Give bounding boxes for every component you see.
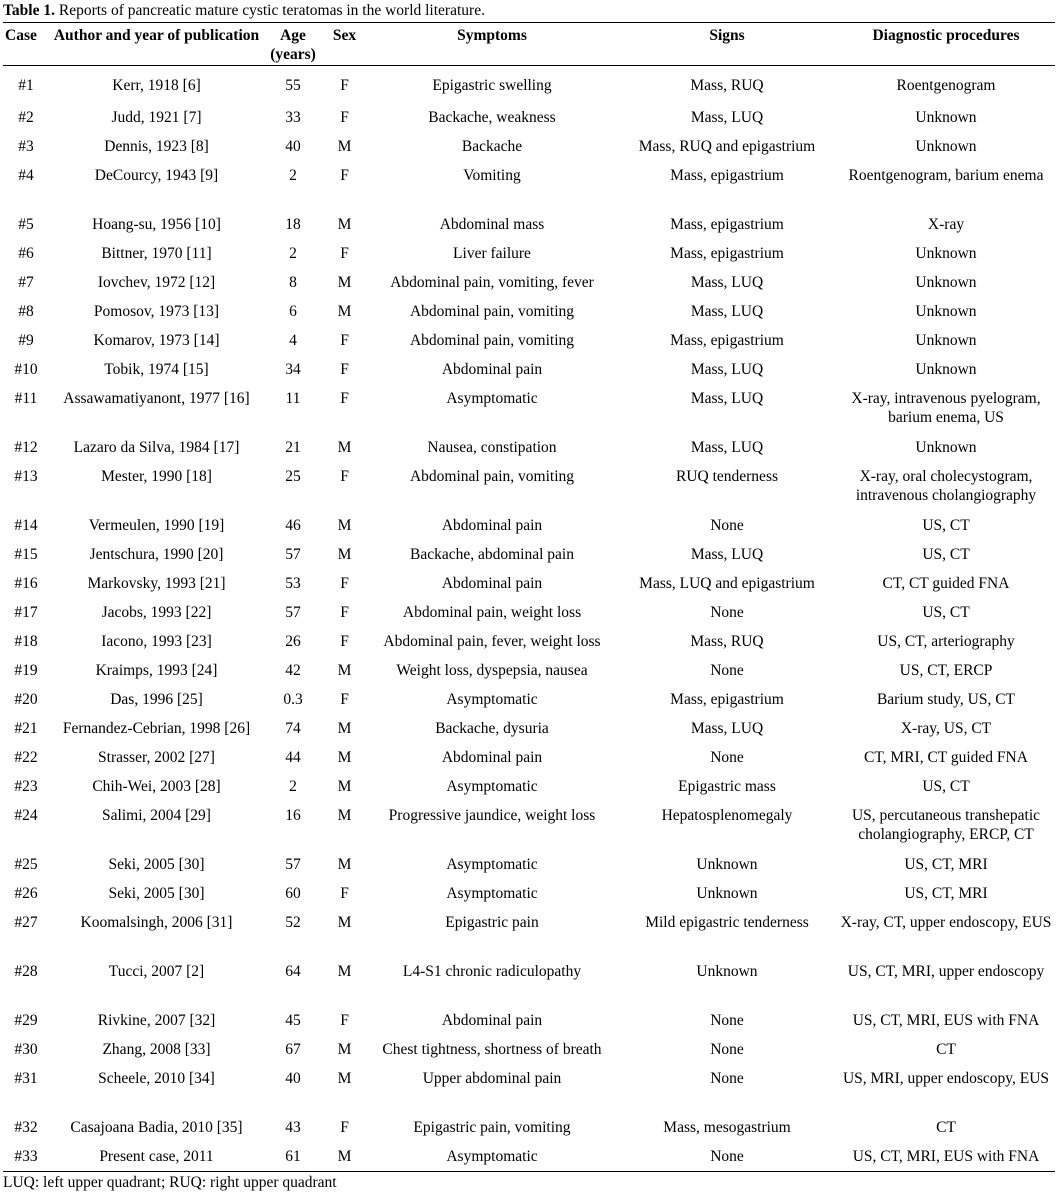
cell-diagnostic: CT, MRI, CT guided FNA — [864, 748, 1028, 766]
cell-age: 8 — [289, 273, 297, 291]
table-row — [3, 773, 1055, 802]
cell-symptoms: Abdominal pain, fever, weight loss — [383, 632, 601, 650]
cell-age: 16 — [285, 806, 301, 824]
cell-age: 57 — [285, 603, 301, 621]
cell-age: 33 — [285, 108, 301, 126]
cell-case: #26 — [14, 884, 38, 902]
cell-symptoms: Abdominal pain — [441, 516, 543, 534]
cell-sex: M — [337, 215, 352, 233]
cell-age: 2 — [289, 244, 297, 262]
cell-signs: Mass, epigastrium — [670, 166, 784, 184]
cell-symptoms: Asymptomatic — [446, 389, 538, 407]
header-symptoms: Symptoms — [367, 23, 617, 66]
cell-author: Iacono, 1993 [23] — [101, 632, 212, 650]
cell-author: Komarov, 1973 [14] — [93, 331, 220, 349]
cell-case: #5 — [18, 215, 34, 233]
cell-case: #7 — [18, 273, 34, 291]
table-row — [3, 657, 1055, 686]
table-row — [3, 541, 1055, 570]
table-row — [3, 1065, 1055, 1114]
cell-symptoms: Backache, abdominal pain — [410, 545, 574, 563]
cell-signs: Mass, RUQ — [690, 632, 764, 650]
cell-signs: Epigastric mass — [678, 777, 776, 795]
cell-author: Seki, 2005 [30] — [108, 855, 205, 873]
cell-age: 64 — [285, 962, 301, 980]
cell-diagnostic: US, CT, MRI — [904, 855, 988, 873]
cell-signs: None — [710, 1069, 744, 1087]
table-row — [3, 851, 1055, 880]
cell-case: #28 — [14, 962, 38, 980]
cell-signs: Mild epigastric tenderness — [645, 913, 809, 931]
cell-signs: Mass, epigastrium — [670, 215, 784, 233]
cell-case: #19 — [14, 661, 38, 679]
cell-sex: F — [340, 166, 349, 184]
table-row — [3, 802, 1055, 851]
table-row — [3, 1143, 1055, 1172]
document — [3, 0, 1055, 1192]
cell-case: #8 — [18, 302, 34, 320]
cell-diagnostic: US, CT, MRI — [904, 884, 988, 902]
cell-author: Judd, 1921 [7] — [111, 108, 202, 126]
table-row — [3, 599, 1055, 628]
cell-signs: Mass, epigastrium — [670, 244, 784, 262]
cell-author: Rivkine, 2007 [32] — [97, 1011, 216, 1029]
cell-signs: Mass, epigastrium — [670, 331, 784, 349]
cell-symptoms: Progressive jaundice, weight loss — [388, 806, 596, 824]
cell-sex: M — [337, 302, 352, 320]
cell-age: 46 — [285, 516, 301, 534]
table-footnote: LUQ: left upper quadrant; RUQ: right upper quadrant — [3, 1174, 337, 1191]
cell-symptoms: Epigastric swelling — [432, 77, 552, 94]
cell-age: 2 — [289, 777, 297, 795]
cell-age: 26 — [285, 632, 301, 650]
cell-signs: Unknown — [696, 962, 758, 980]
header-age: Age (years) — [264, 23, 322, 66]
cell-symptoms: Asymptomatic — [367, 1143, 617, 1172]
cell-case: #29 — [14, 1011, 38, 1029]
cell-symptoms: Weight loss, dyspepsia, nausea — [396, 661, 588, 679]
cell-signs: Mass, LUQ — [690, 389, 764, 407]
table-row — [3, 104, 1055, 133]
cell-sex: M — [322, 1143, 367, 1172]
cell-diagnostic: Unknown — [915, 108, 977, 126]
cell-diagnostic: US, CT — [922, 777, 970, 795]
cell-diagnostic: Unknown — [915, 273, 977, 291]
cell-case: #13 — [14, 467, 38, 485]
table-row — [3, 385, 1055, 434]
cell-signs: None — [710, 1040, 744, 1058]
cell-sex: M — [337, 748, 352, 766]
header-sex: Sex — [322, 23, 367, 66]
table-header-row — [3, 23, 1055, 66]
cell-diagnostic: Unknown — [915, 244, 977, 262]
table-row — [3, 1007, 1055, 1036]
cell-diagnostic: Unknown — [915, 438, 977, 456]
cell-author: Dennis, 1923 [8] — [104, 137, 209, 155]
cell-case: #10 — [14, 360, 38, 378]
cell-diagnostic: US, CT — [922, 545, 970, 563]
cell-sex: F — [340, 690, 349, 708]
cell-age: 57 — [285, 545, 301, 563]
cell-author: Markovsky, 1993 [21] — [87, 574, 226, 592]
cell-sex: M — [337, 273, 352, 291]
cell-symptoms: Backache, weakness — [428, 108, 556, 126]
cell-sex: M — [337, 545, 352, 563]
cell-signs: None — [710, 748, 744, 766]
cell-author: Iovchev, 1972 [12] — [97, 273, 216, 291]
cell-symptoms: Abdominal pain, vomiting — [409, 302, 575, 320]
cell-case: #27 — [14, 913, 38, 931]
header-author: Author and year of publication — [49, 23, 264, 66]
table-row — [3, 269, 1055, 298]
cell-author: Present case, 2011 — [49, 1143, 264, 1172]
cell-symptoms: Asymptomatic — [446, 690, 538, 708]
cell-case: #3 — [18, 137, 34, 155]
table-caption-label: Table 1. — [3, 2, 55, 19]
cell-symptoms: Liver failure — [453, 244, 531, 262]
cell-case: #11 — [14, 389, 38, 407]
cell-age: 45 — [285, 1011, 301, 1029]
cell-case: #23 — [14, 777, 38, 795]
cell-age: 60 — [285, 884, 301, 902]
cell-symptoms: L4-S1 chronic radiculopathy — [402, 962, 582, 980]
cell-sex: F — [340, 244, 349, 262]
cell-case: #15 — [14, 545, 38, 563]
cell-sex: M — [337, 962, 352, 980]
cell-author: DeCourcy, 1943 [9] — [94, 166, 219, 184]
cell-symptoms: Asymptomatic — [446, 855, 538, 873]
cell-symptoms: Abdominal mass — [439, 215, 545, 233]
cell-sex: M — [337, 661, 352, 679]
cell-age: 67 — [285, 1040, 301, 1058]
cell-signs: Mass, LUQ — [690, 360, 764, 378]
cell-symptoms: Abdominal pain, vomiting, fever — [390, 273, 594, 291]
cell-author: Vermeulen, 1990 [19] — [88, 516, 225, 534]
cell-diagnostic: CT — [936, 1118, 956, 1136]
cell-case: #22 — [14, 748, 38, 766]
cell-author: Tobik, 1974 [15] — [104, 360, 209, 378]
cell-sex: M — [337, 806, 352, 824]
cell-sex: M — [337, 719, 352, 737]
cell-age: 21 — [285, 438, 301, 456]
cell-diagnostic: US, CT, arteriography — [877, 632, 1015, 650]
cell-diagnostic: Unknown — [915, 137, 977, 155]
cell-sex: F — [340, 467, 349, 485]
cell-signs: Mass, RUQ and epigastrium — [638, 137, 816, 155]
cell-signs: RUQ tenderness — [675, 467, 779, 485]
cell-author: Scheele, 2010 [34] — [98, 1069, 215, 1087]
table-row — [3, 133, 1055, 162]
cell-sex: F — [340, 331, 349, 349]
cell-author: Strasser, 2002 [27] — [98, 748, 215, 766]
cell-signs: Unknown — [696, 884, 758, 902]
cell-case: #30 — [14, 1040, 38, 1058]
cell-age: 18 — [285, 215, 301, 233]
cell-diagnostic: X-ray, US, CT — [900, 719, 992, 737]
cell-author: Casajoana Badia, 2010 [35] — [70, 1118, 243, 1136]
cell-symptoms: Backache — [461, 137, 523, 155]
cell-age: 43 — [285, 1118, 301, 1136]
cell-author: Koomalsingh, 2006 [31] — [80, 913, 233, 931]
cell-sex: F — [340, 632, 349, 650]
table-row — [3, 686, 1055, 715]
cell-symptoms: Abdominal pain — [441, 748, 543, 766]
cell-case: #6 — [18, 244, 34, 262]
cell-sex: M — [337, 777, 352, 795]
table-row — [3, 66, 1055, 104]
cell-diagnostic: US, CT, MRI, upper endoscopy — [847, 962, 1045, 980]
cell-sex: F — [340, 77, 349, 94]
cell-diagnostic: US, CT — [922, 516, 970, 534]
cell-sex: F — [340, 884, 349, 902]
cell-age: 40 — [285, 1069, 301, 1087]
cell-age: 34 — [285, 360, 301, 378]
cell-signs: Mass, LUQ — [690, 545, 764, 563]
cell-diagnostic: US, percutaneous transhepatic cholangiography, ERCP, CT — [851, 806, 1041, 843]
cell-symptoms: Abdominal pain, weight loss — [402, 603, 582, 621]
cell-sex: F — [340, 603, 349, 621]
cell-symptoms: Abdominal pain — [441, 360, 543, 378]
cell-author: Lazaro da Silva, 1984 [17] — [73, 438, 240, 456]
cell-diagnostic: US, CT — [922, 603, 970, 621]
cell-age: 74 — [285, 719, 301, 737]
cell-diagnostic: US, CT, MRI, EUS with FNA — [837, 1143, 1055, 1172]
cell-age: 55 — [285, 77, 301, 94]
cell-case: #32 — [14, 1118, 38, 1136]
cell-age: 57 — [285, 855, 301, 873]
table-row — [3, 211, 1055, 240]
cell-age: 0.3 — [283, 690, 303, 708]
teratoma-reports-table — [3, 22, 1055, 1172]
cell-signs: None — [710, 661, 744, 679]
cell-signs: None — [710, 603, 744, 621]
cell-age: 40 — [285, 137, 301, 155]
cell-case: #18 — [14, 632, 38, 650]
cell-signs: Mass, LUQ — [690, 273, 764, 291]
cell-symptoms: Asymptomatic — [446, 884, 538, 902]
cell-case: #4 — [18, 166, 34, 184]
cell-author: Kerr, 1918 [6] — [112, 77, 201, 94]
cell-symptoms: Chest tightness, shortness of breath — [382, 1040, 602, 1058]
cell-signs: None — [710, 1011, 744, 1029]
cell-diagnostic: US, MRI, upper endoscopy, EUS — [842, 1069, 1050, 1087]
cell-age: 53 — [285, 574, 301, 592]
cell-author: Chih-Wei, 2003 [28] — [92, 777, 221, 795]
cell-signs: None — [710, 516, 744, 534]
table-row — [3, 162, 1055, 211]
table-row — [3, 512, 1055, 541]
cell-symptoms: Abdominal pain — [441, 1011, 543, 1029]
cell-author: Das, 1996 [25] — [110, 690, 203, 708]
cell-author: Kraimps, 1993 [24] — [95, 661, 218, 679]
table-row — [3, 298, 1055, 327]
cell-symptoms: Asymptomatic — [446, 777, 538, 795]
cell-author: Zhang, 2008 [33] — [102, 1040, 211, 1058]
cell-symptoms: Epigastric pain — [445, 913, 539, 931]
cell-case: #31 — [14, 1069, 38, 1087]
cell-diagnostic: Barium study, US, CT — [876, 690, 1016, 708]
table-row — [3, 327, 1055, 356]
cell-author: Assawamatiyanont, 1977 [16] — [63, 389, 250, 407]
cell-case: #9 — [18, 331, 34, 349]
cell-signs: Hepatosplenomegaly — [661, 806, 793, 824]
cell-diagnostic: US, CT, MRI, EUS with FNA — [852, 1011, 1040, 1029]
cell-author: Bittner, 1970 [11] — [101, 244, 212, 262]
table-row — [3, 240, 1055, 269]
table-row — [3, 1036, 1055, 1065]
cell-signs: Unknown — [696, 855, 758, 873]
cell-symptoms: Abdominal pain, vomiting — [409, 467, 575, 485]
cell-author: Hoang-su, 1956 [10] — [92, 215, 221, 233]
cell-case: #33 — [3, 1143, 49, 1172]
cell-case: #25 — [14, 855, 38, 873]
cell-sex: F — [340, 360, 349, 378]
cell-case: #24 — [14, 806, 38, 824]
cell-case: #20 — [14, 690, 38, 708]
cell-case: #12 — [14, 438, 38, 456]
cell-signs: Mass, epigastrium — [670, 690, 784, 708]
table-caption — [3, 0, 1055, 22]
cell-symptoms: Abdominal pain — [441, 574, 543, 592]
cell-diagnostic: X-ray, CT, upper endoscopy, EUS — [840, 913, 1052, 931]
cell-sex: F — [340, 1011, 349, 1029]
cell-author: Mester, 1990 [18] — [101, 467, 212, 485]
cell-diagnostic: Unknown — [915, 302, 977, 320]
cell-signs: Mass, LUQ — [690, 438, 764, 456]
cell-sex: F — [340, 389, 349, 407]
cell-diagnostic: US, CT, ERCP — [899, 661, 993, 679]
cell-sex: M — [337, 1040, 352, 1058]
cell-age: 2 — [289, 166, 297, 184]
cell-sex: M — [337, 855, 352, 873]
header-case: Case — [3, 23, 49, 66]
cell-symptoms: Abdominal pain, vomiting — [409, 331, 575, 349]
cell-sex: M — [337, 438, 352, 456]
cell-symptoms: Nausea, constipation — [427, 438, 557, 456]
cell-author: Jentschura, 1990 [20] — [89, 545, 224, 563]
cell-signs: Mass, LUQ — [690, 302, 764, 320]
table-row — [3, 715, 1055, 744]
cell-symptoms: Epigastric pain, vomiting — [413, 1118, 571, 1136]
cell-age: 11 — [285, 389, 301, 407]
cell-author: Jacobs, 1993 [22] — [101, 603, 212, 621]
cell-symptoms: Upper abdominal pain — [422, 1069, 562, 1087]
cell-sex: F — [340, 1118, 349, 1136]
cell-signs: Mass, LUQ — [690, 719, 764, 737]
cell-symptoms: Vomiting — [463, 166, 521, 184]
table-row — [3, 958, 1055, 1007]
cell-author: Fernandez-Cebrian, 1998 [26] — [62, 719, 251, 737]
cell-age: 61 — [264, 1143, 322, 1172]
cell-signs: Mass, RUQ — [690, 77, 764, 94]
table-row — [3, 880, 1055, 909]
table-caption-text: Reports of pancreatic mature cystic teratomas in the world literature. — [54, 2, 485, 19]
cell-case: #21 — [14, 719, 38, 737]
cell-sex: M — [337, 1069, 352, 1087]
cell-diagnostic: Roentgenogram — [896, 77, 996, 94]
cell-sex: M — [337, 913, 352, 931]
cell-author: Tucci, 2007 [2] — [108, 962, 205, 980]
cell-sex: M — [337, 516, 352, 534]
cell-diagnostic: X-ray, intravenous pyelogram, barium enema, US — [851, 389, 1041, 426]
table-row — [3, 570, 1055, 599]
cell-diagnostic: CT — [936, 1040, 956, 1058]
table-row — [3, 463, 1055, 512]
cell-case: #1 — [18, 77, 34, 94]
header-diagnostic: Diagnostic procedures — [837, 23, 1055, 66]
table-row — [3, 628, 1055, 657]
table-row — [3, 909, 1055, 958]
cell-signs: Mass, mesogastrium — [663, 1118, 791, 1136]
cell-diagnostic: X-ray, oral cholecystogram, intravenous cholangiography — [855, 467, 1037, 504]
cell-case: #2 — [18, 108, 34, 126]
table-row — [3, 1114, 1055, 1143]
header-signs: Signs — [617, 23, 837, 66]
cell-age: 25 — [285, 467, 301, 485]
cell-signs: Mass, LUQ and epigastrium — [639, 574, 815, 592]
cell-age: 44 — [285, 748, 301, 766]
cell-age: 4 — [289, 331, 297, 349]
cell-signs: None — [617, 1143, 837, 1172]
cell-sex: F — [340, 574, 349, 592]
cell-diagnostic: X-ray — [927, 215, 965, 233]
cell-sex: M — [337, 137, 352, 155]
table-row — [3, 434, 1055, 463]
cell-author: Pomosov, 1973 [13] — [93, 302, 220, 320]
cell-signs: Mass, LUQ — [690, 108, 764, 126]
cell-diagnostic: Roentgenogram, barium enema — [848, 166, 1044, 184]
cell-author: Salimi, 2004 [29] — [102, 806, 211, 824]
table-row — [3, 356, 1055, 385]
table-row — [3, 744, 1055, 773]
cell-case: #14 — [14, 516, 38, 534]
cell-diagnostic: CT, CT guided FNA — [882, 574, 1010, 592]
cell-diagnostic: Unknown — [915, 331, 977, 349]
cell-diagnostic: Unknown — [915, 360, 977, 378]
cell-age: 42 — [285, 661, 301, 679]
cell-symptoms: Backache, dysuria — [435, 719, 549, 737]
cell-sex: F — [340, 108, 349, 126]
table-body — [3, 66, 1055, 1172]
cell-author: Seki, 2005 [30] — [108, 884, 205, 902]
cell-age: 52 — [285, 913, 301, 931]
cell-case: #16 — [14, 574, 38, 592]
cell-age: 6 — [289, 302, 297, 320]
cell-case: #17 — [14, 603, 38, 621]
